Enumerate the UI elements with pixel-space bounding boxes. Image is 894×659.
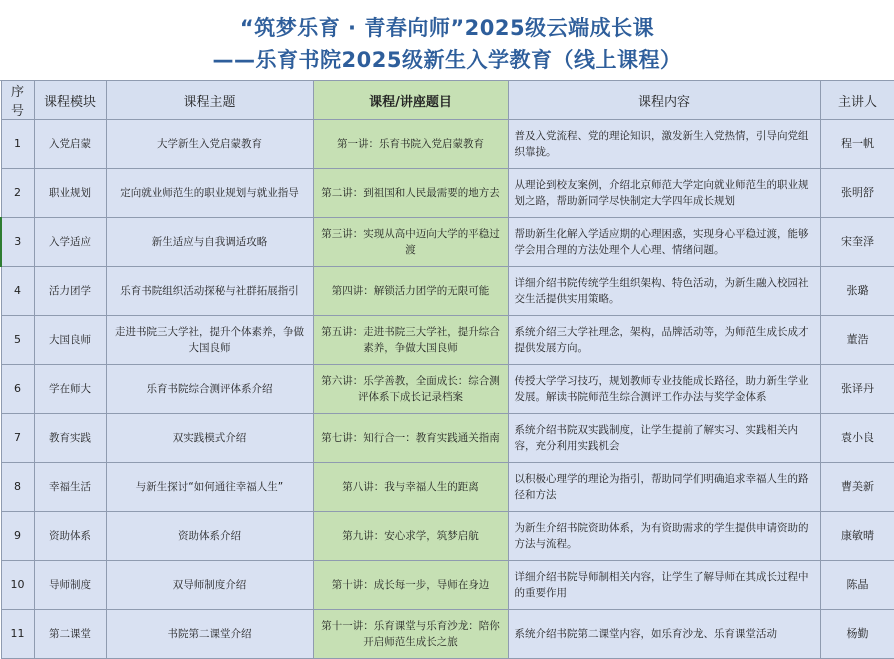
cell-module: 大国良师	[34, 316, 106, 365]
cell-speaker: 康敏晴	[820, 512, 894, 561]
table-row	[1, 169, 894, 218]
cell-seq: 6	[1, 365, 34, 414]
cell-lecture-title: 第八讲：我与幸福人生的距离	[313, 463, 508, 512]
cell-speaker: 程一帆	[820, 120, 894, 169]
cell-seq: 3	[1, 218, 34, 267]
cell-content: 从理论到校友案例，介绍北京师范大学定向就业师范生的职业规划之路，帮助新同学尽快制定大学四年成长规划	[508, 169, 820, 218]
cell-seq: 5	[1, 316, 34, 365]
cell-lecture-title: 第五讲：走进书院三大学社，提升综合素养，争做大国良师	[313, 316, 508, 365]
table-row	[1, 512, 894, 561]
table-row	[1, 267, 894, 316]
cell-content: 帮助新生化解入学适应期的心理困惑，实现身心平稳过渡，能够学会用合理的方法处理个人心理、情绪问题。	[508, 218, 820, 267]
cell-theme: 定向就业师范生的职业规划与就业指导	[106, 169, 313, 218]
cell-theme: 与新生探讨“如何通往幸福人生”	[106, 463, 313, 512]
cell-speaker: 曹美新	[820, 463, 894, 512]
cell-content: 为新生介绍书院资助体系，为有资助需求的学生提供申请资助的方法与流程。	[508, 512, 820, 561]
header-theme: 课程主题	[106, 81, 313, 120]
page-subtitle: ——乐育书院2025级新生入学教育（线上课程）	[212, 48, 682, 72]
cell-seq: 7	[1, 414, 34, 463]
cell-theme: 书院第二课堂介绍	[106, 610, 313, 659]
cell-seq: 9	[1, 512, 34, 561]
cell-theme: 新生适应与自我调适攻略	[106, 218, 313, 267]
cell-seq: 4	[1, 267, 34, 316]
cell-module: 第二课堂	[34, 610, 106, 659]
cell-theme: 资助体系介绍	[106, 512, 313, 561]
title-block	[0, 0, 894, 81]
cell-content: 详细介绍书院导师制相关内容，让学生了解导师在其成长过程中的重要作用	[508, 561, 820, 610]
cell-module: 资助体系	[34, 512, 106, 561]
cell-speaker: 张璐	[820, 267, 894, 316]
cell-speaker: 袁小良	[820, 414, 894, 463]
cell-speaker: 陈晶	[820, 561, 894, 610]
cell-module: 职业规划	[34, 169, 106, 218]
cell-theme: 双实践模式介绍	[106, 414, 313, 463]
header-speaker: 主讲人	[820, 81, 894, 120]
cell-seq: 11	[1, 610, 34, 659]
cell-lecture-title: 第四讲：解锁活力团学的无限可能	[313, 267, 508, 316]
cell-content: 普及入党流程、党的理论知识，激发新生入党热情，引导向党组织靠拢。	[508, 120, 820, 169]
cell-module: 教育实践	[34, 414, 106, 463]
cell-speaker: 宋奎泽	[820, 218, 894, 267]
cell-lecture-title: 第三讲：实现从高中迈向大学的平稳过渡	[313, 218, 508, 267]
cell-lecture-title: 第七讲：知行合一：教育实践通关指南	[313, 414, 508, 463]
cell-content: 系统介绍书院第二课堂内容，如乐育沙龙、乐育课堂活动	[508, 610, 820, 659]
cell-seq: 2	[1, 169, 34, 218]
cell-module: 入党启蒙	[34, 120, 106, 169]
header-seq: 序号	[1, 81, 34, 120]
cell-module: 幸福生活	[34, 463, 106, 512]
header-lecture-title: 课程/讲座题目	[313, 81, 508, 120]
cell-speaker: 张明舒	[820, 169, 894, 218]
course-schedule-table	[0, 80, 894, 659]
header-module: 课程模块	[34, 81, 106, 120]
cell-lecture-title: 第十一讲：乐育课堂与乐育沙龙：陪你开启师范生成长之旅	[313, 610, 508, 659]
cell-theme: 乐育书院综合测评体系介绍	[106, 365, 313, 414]
table-row	[1, 414, 894, 463]
cell-content: 详细介绍书院传统学生组织架构、特色活动，为新生融入校园社交生活提供实用策略。	[508, 267, 820, 316]
table-row	[1, 365, 894, 414]
table-row	[1, 218, 894, 267]
cell-seq: 1	[1, 120, 34, 169]
cell-module: 入学适应	[34, 218, 106, 267]
cell-speaker: 杨勤	[820, 610, 894, 659]
table-row	[1, 610, 894, 659]
cell-content: 传授大学学习技巧，规划教师专业技能成长路径，助力新生学业发展。解读书院师范生综合测评工作办法与奖学金体系	[508, 365, 820, 414]
cell-speaker: 张译丹	[820, 365, 894, 414]
table-row	[1, 316, 894, 365]
cell-content: 系统介绍三大学社理念，架构，品牌活动等，为师范生成长成才提供发展方向。	[508, 316, 820, 365]
cell-theme: 双导师制度介绍	[106, 561, 313, 610]
cell-theme: 大学新生入党启蒙教育	[106, 120, 313, 169]
cell-content: 以积极心理学的理论为指引，帮助同学们明确追求幸福人生的路径和方法	[508, 463, 820, 512]
cell-content: 系统介绍书院双实践制度，让学生提前了解实习、实践相关内容，充分利用实践机会	[508, 414, 820, 463]
header-row	[1, 81, 894, 120]
cell-lecture-title: 第六讲：乐学善教，全面成长：综合测评体系下成长记录档案	[313, 365, 508, 414]
cell-seq: 10	[1, 561, 34, 610]
table-row	[1, 120, 894, 169]
cell-lecture-title: 第九讲：安心求学，筑梦启航	[313, 512, 508, 561]
table-row	[1, 561, 894, 610]
cell-lecture-title: 第一讲：乐育书院入党启蒙教育	[313, 120, 508, 169]
cell-seq: 8	[1, 463, 34, 512]
header-content: 课程内容	[508, 81, 820, 120]
cell-theme: 走进书院三大学社，提升个体素养，争做大国良师	[106, 316, 313, 365]
cell-theme: 乐育书院组织活动探秘与社群拓展指引	[106, 267, 313, 316]
table-row	[1, 463, 894, 512]
cell-lecture-title: 第二讲：到祖国和人民最需要的地方去	[313, 169, 508, 218]
cell-lecture-title: 第十讲：成长每一步，导师在身边	[313, 561, 508, 610]
page-title: “筑梦乐育 · 青春向师”2025级云端成长课	[239, 16, 655, 40]
cell-module: 学在师大	[34, 365, 106, 414]
cell-module: 导师制度	[34, 561, 106, 610]
cell-module: 活力团学	[34, 267, 106, 316]
cell-speaker: 董浩	[820, 316, 894, 365]
